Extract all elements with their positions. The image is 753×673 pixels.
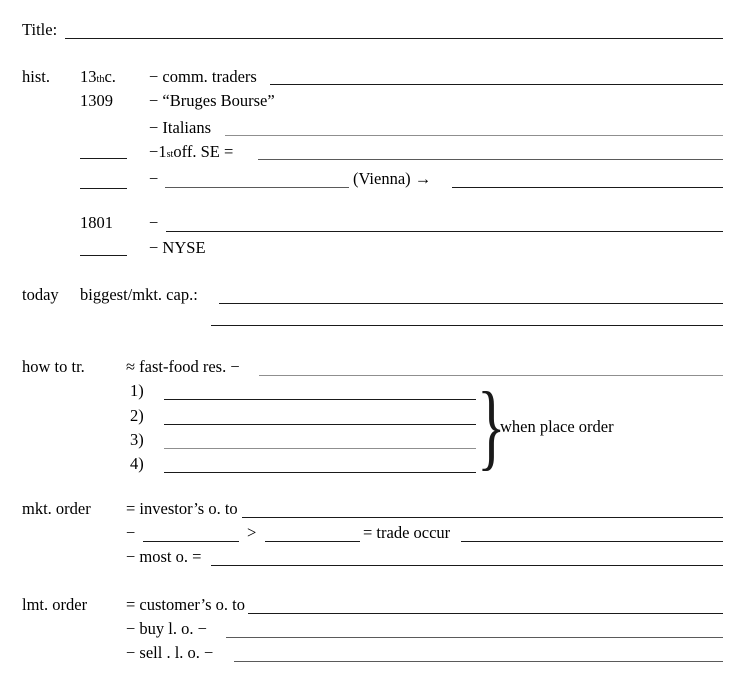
market-order-label: mkt. order [22,499,91,518]
history-label: hist. [22,67,50,86]
market-order-blank-line-3[interactable] [211,565,723,566]
how-to-trade-item-2: 2) [130,406,144,425]
today-blank-line-2[interactable] [211,325,723,326]
today-blank-line-1[interactable] [219,303,723,304]
vienna-blank-line-right[interactable] [452,187,723,188]
market-order-line-3: − most o. = [126,547,202,566]
how-to-trade-blank-line-1[interactable] [164,399,476,400]
history-item-bruges-bourse: − “Bruges Bourse” [149,91,275,110]
history-date-blank-3[interactable] [80,255,127,256]
title-label: Title: [22,20,58,39]
today-text: biggest/mkt. cap.: [80,285,198,304]
how-to-trade-intro: ≈ fast-food res. − [126,357,240,376]
limit-order-line-2: − buy l. o. − [126,619,207,638]
market-order-line-1: = investor’s o. to [126,499,238,518]
vienna-blank-line-left[interactable] [165,187,349,188]
history-item-comm-traders: − comm. traders [149,67,257,86]
history-item-italians: − Italians [149,118,211,137]
how-to-trade-blank-line-3[interactable] [164,448,476,449]
italians-blank-line[interactable] [225,135,723,136]
how-to-trade-blank-line-2[interactable] [164,424,476,425]
history-date-blank-2[interactable] [80,188,127,189]
how-to-trade-blank-line-4[interactable] [164,472,476,473]
how-to-trade-item-4: 4) [130,454,144,473]
market-order-blank-line-2a[interactable] [143,541,239,542]
comm-traders-blank-line[interactable] [270,84,723,85]
limit-order-line-1: = customer’s o. to [126,595,245,614]
history-date-1309: 1309 [80,91,113,110]
how-to-trade-item-3: 3) [130,430,144,449]
history-date-1801: 1801 [80,213,113,232]
year-1801-blank-line[interactable] [166,231,723,232]
first-official-se-blank-line[interactable] [258,159,723,160]
limit-order-label: lmt. order [22,595,88,614]
history-item-first-official-se: − 1 st off. SE = [149,142,234,161]
market-order-blank-line-2c[interactable] [461,541,723,542]
history-date-blank-1[interactable] [80,158,127,159]
history-item-nyse: − NYSE [149,238,206,257]
history-item-1801-dash: − [149,213,159,232]
how-to-trade-label: how to tr. [22,357,85,376]
title-row [22,22,57,39]
history-item-vienna-dash: − [149,169,159,188]
limit-order-blank-line-1[interactable] [248,613,723,614]
today-label: today [22,285,59,304]
market-order-trade-occur: = trade occur [363,523,451,542]
market-order-blank-line-1[interactable] [242,517,723,518]
limit-order-blank-line-3[interactable] [234,661,723,662]
history-date-13th-century: 13 th c. [80,67,116,86]
market-order-greater-than: > [247,523,257,542]
title-blank-line[interactable] [65,38,723,39]
limit-order-line-3: − sell . l. o. − [126,643,214,662]
market-order-line-2-dash: − [126,523,136,542]
limit-order-blank-line-2[interactable] [226,637,723,638]
when-place-order-label: when place order [500,417,614,436]
how-to-trade-item-1: 1) [130,381,144,400]
market-order-blank-line-2b[interactable] [265,541,360,542]
history-item-vienna: (Vienna) → [353,169,432,188]
curly-brace-icon: } [477,372,506,479]
